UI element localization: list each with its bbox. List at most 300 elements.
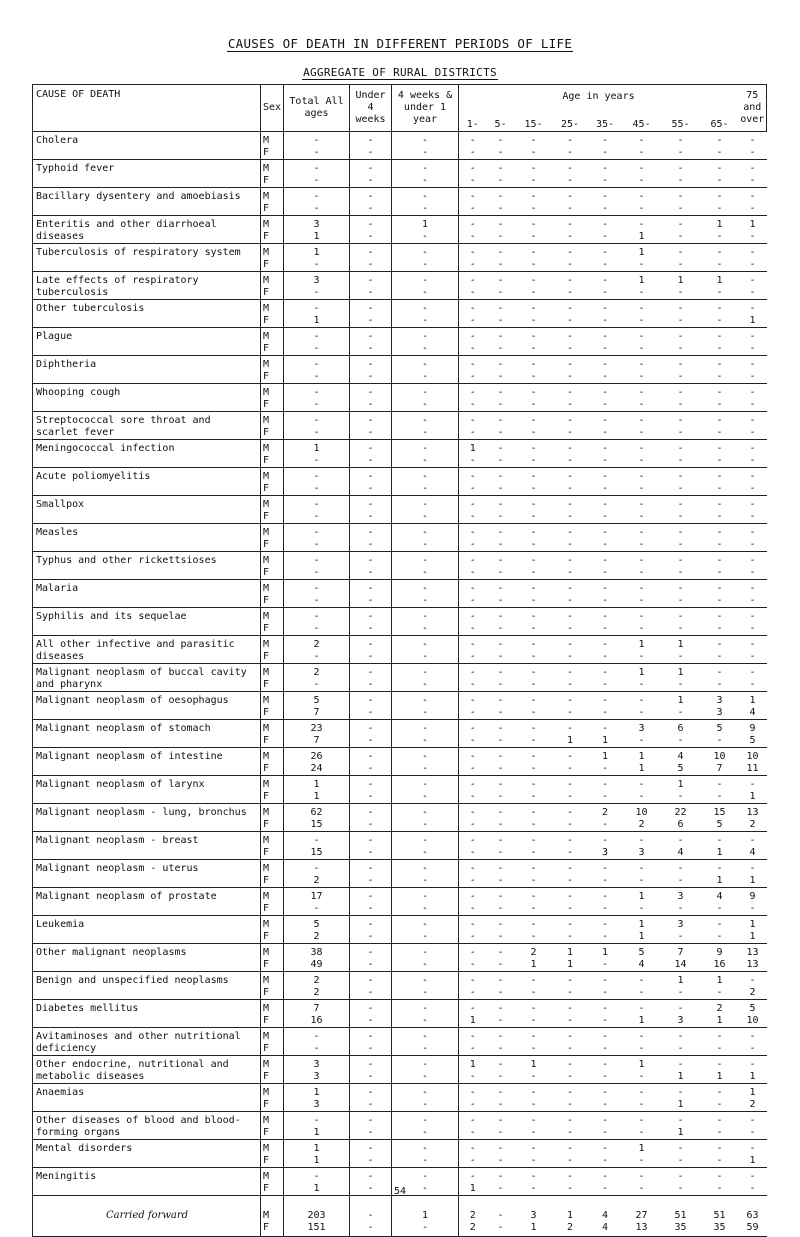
female-value: - xyxy=(367,483,374,494)
female-value: 1 xyxy=(638,1015,645,1026)
female-value: - xyxy=(469,511,476,522)
male-value: 5 xyxy=(313,919,320,930)
male-value: - xyxy=(638,471,645,482)
female-value: - xyxy=(530,399,537,410)
male-value: - xyxy=(530,443,537,454)
female-value: - xyxy=(530,567,537,578)
age-cell xyxy=(515,1140,553,1168)
male-value: - xyxy=(421,611,429,622)
female-value: 1 xyxy=(638,931,645,942)
age-cell xyxy=(515,412,553,440)
female-value: - xyxy=(716,1043,723,1054)
female-value: - xyxy=(530,931,537,942)
cause-label: Cholera xyxy=(36,135,79,146)
header-age-25: Age in years 25- xyxy=(553,85,588,132)
cause-label: Bacillary dysentery and amoebiasis xyxy=(36,191,241,202)
female-value: - xyxy=(566,455,574,466)
sex-cell xyxy=(261,832,284,860)
female-value: - xyxy=(716,175,723,186)
female-value: - xyxy=(677,427,684,438)
age-cell xyxy=(459,216,487,244)
under-1-year-cell xyxy=(392,888,459,916)
age-cell xyxy=(623,300,661,328)
age-cell xyxy=(701,412,739,440)
female-value: - xyxy=(566,1183,574,1194)
male-value: - xyxy=(367,471,374,482)
male-value: - xyxy=(313,583,320,594)
female-value: - xyxy=(601,959,609,970)
female-value: F xyxy=(263,1155,270,1166)
female-value: - xyxy=(530,231,537,242)
female-value: - xyxy=(367,287,374,298)
male-value: - xyxy=(367,135,374,146)
male-value: - xyxy=(421,527,429,538)
female-value: - xyxy=(638,511,645,522)
age-cell xyxy=(623,608,661,636)
male-value: - xyxy=(367,1210,374,1221)
male-value: - xyxy=(677,863,684,874)
male-value: 1 xyxy=(566,1210,574,1221)
female-value: - xyxy=(716,483,723,494)
sex-cell xyxy=(261,412,284,440)
age-cell xyxy=(588,664,623,692)
female-value: F xyxy=(263,1071,270,1082)
male-value: - xyxy=(421,723,429,734)
male-value: - xyxy=(749,275,756,286)
female-value: - xyxy=(421,455,429,466)
female-value: - xyxy=(497,819,504,830)
age-cell xyxy=(661,552,701,580)
male-value: - xyxy=(566,359,574,370)
male-value: - xyxy=(749,1115,756,1126)
male-value: - xyxy=(566,891,574,902)
male-value: - xyxy=(367,807,374,818)
cause-label: Typhoid fever xyxy=(36,163,115,174)
female-value: 4 xyxy=(601,1222,609,1233)
sex-cell xyxy=(261,384,284,412)
female-value: - xyxy=(638,455,645,466)
female-value: - xyxy=(367,595,374,606)
female-value: - xyxy=(677,147,684,158)
female-value: - xyxy=(601,203,609,214)
age-cell xyxy=(487,1140,515,1168)
female-value: - xyxy=(530,651,537,662)
male-value: - xyxy=(421,835,429,846)
age-cell xyxy=(459,384,487,412)
male-value: - xyxy=(601,247,609,258)
male-value: - xyxy=(716,527,723,538)
male-value: - xyxy=(421,695,429,706)
male-value: 5 xyxy=(716,723,723,734)
age-cell xyxy=(553,776,588,804)
female-value: - xyxy=(716,567,723,578)
table-row xyxy=(33,972,767,1000)
page-title: CAUSES OF DEATH IN DIFFERENT PERIODS OF LIFE xyxy=(227,36,573,51)
sex-cell xyxy=(261,1084,284,1112)
male-value: - xyxy=(716,163,723,174)
cause-label: Diphtheria xyxy=(36,359,97,370)
female-value: - xyxy=(497,203,504,214)
male-value: 1 xyxy=(566,947,574,958)
total-cell xyxy=(284,468,350,496)
male-value: - xyxy=(313,611,320,622)
male-value: 13 xyxy=(746,947,759,958)
female-value: - xyxy=(530,1015,537,1026)
sex-cell xyxy=(261,664,284,692)
female-value: - xyxy=(638,567,645,578)
female-value: - xyxy=(469,707,476,718)
age-cell xyxy=(487,524,515,552)
cause-name xyxy=(33,356,261,384)
female-value: - xyxy=(716,595,723,606)
under-4-weeks-cell xyxy=(350,1056,392,1084)
male-value: - xyxy=(367,163,374,174)
total-cell xyxy=(284,552,350,580)
male-value: 3 xyxy=(313,219,320,230)
male-value: - xyxy=(749,1171,756,1182)
female-value: 13 xyxy=(635,1222,648,1233)
age-cell xyxy=(701,776,739,804)
table-row xyxy=(33,1056,767,1084)
male-value: M xyxy=(263,891,270,902)
cause-label: Malignant neoplasm of intestine xyxy=(36,751,223,762)
male-value: - xyxy=(716,443,723,454)
male-value: - xyxy=(601,555,609,566)
age-cell xyxy=(623,888,661,916)
age-cell xyxy=(459,860,487,888)
cause-name xyxy=(33,300,261,328)
male-value: 17 xyxy=(310,891,323,902)
age-cell xyxy=(459,496,487,524)
male-value: M xyxy=(263,1115,270,1126)
male-value: - xyxy=(497,247,504,258)
under-1-year-cell xyxy=(392,1028,459,1056)
age-cell xyxy=(515,356,553,384)
male-value: M xyxy=(263,1171,270,1182)
male-value: - xyxy=(638,191,645,202)
female-value: - xyxy=(313,371,320,382)
total-cell xyxy=(284,272,350,300)
male-value: M xyxy=(263,191,270,202)
table-row xyxy=(33,468,767,496)
female-value: - xyxy=(566,595,574,606)
age-cell xyxy=(553,412,588,440)
female-value: 1 xyxy=(749,1155,756,1166)
under-1-year-cell xyxy=(392,160,459,188)
male-value: - xyxy=(638,611,645,622)
male-value: 5 xyxy=(313,695,320,706)
female-value: - xyxy=(601,175,609,186)
under-4-weeks-cell xyxy=(350,272,392,300)
age-cell xyxy=(487,1000,515,1028)
female-value: - xyxy=(421,651,429,662)
under-1-year-cell xyxy=(392,524,459,552)
age-cell xyxy=(487,804,515,832)
female-value: 24 xyxy=(310,763,323,774)
female-value: 13 xyxy=(746,959,759,970)
age-cell xyxy=(553,1196,588,1237)
male-value: 2 xyxy=(716,1003,723,1014)
male-value: - xyxy=(530,135,537,146)
cause-label: Other endocrine, nutritional and metabolic diseases xyxy=(36,1059,229,1082)
header-age-35: 35- xyxy=(588,85,623,132)
male-value: - xyxy=(601,1115,609,1126)
female-value: - xyxy=(638,595,645,606)
male-value: - xyxy=(601,303,609,314)
male-value: - xyxy=(530,1087,537,1098)
male-value: - xyxy=(716,583,723,594)
female-value: - xyxy=(749,595,756,606)
female-value: - xyxy=(469,455,476,466)
age-cell xyxy=(553,720,588,748)
male-value: M xyxy=(263,611,270,622)
female-value: 1 xyxy=(749,931,756,942)
male-value: - xyxy=(497,1171,504,1182)
female-value: - xyxy=(469,343,476,354)
age-cell xyxy=(623,356,661,384)
male-value: - xyxy=(749,835,756,846)
under-4-weeks-cell xyxy=(350,552,392,580)
female-value: F xyxy=(263,707,270,718)
under-1-year-cell xyxy=(392,972,459,1000)
female-value: - xyxy=(716,315,723,326)
female-value: - xyxy=(530,511,537,522)
age-cell xyxy=(623,384,661,412)
male-value: - xyxy=(677,443,684,454)
age-cell xyxy=(661,244,701,272)
female-value: - xyxy=(638,203,645,214)
male-value: - xyxy=(530,835,537,846)
table-row xyxy=(33,748,767,776)
male-value: - xyxy=(367,303,374,314)
age-cell xyxy=(459,328,487,356)
sex-cell xyxy=(261,300,284,328)
male-value: - xyxy=(367,639,374,650)
male-value: - xyxy=(469,387,476,398)
male-value: - xyxy=(497,1115,504,1126)
cause-label: Malignant neoplasm of oesophagus xyxy=(36,695,229,706)
total-cell xyxy=(284,188,350,216)
female-value: - xyxy=(749,1127,756,1138)
sex-cell xyxy=(261,860,284,888)
male-value: M xyxy=(263,415,270,426)
male-value: M xyxy=(263,863,270,874)
total-cell xyxy=(284,216,350,244)
age-cell xyxy=(661,1084,701,1112)
header-age-55: 55- xyxy=(661,85,701,132)
male-value: 3 xyxy=(716,695,723,706)
female-value: - xyxy=(601,567,609,578)
age-cell xyxy=(588,468,623,496)
female-value: 5 xyxy=(716,819,723,830)
male-value: - xyxy=(716,499,723,510)
age-cell xyxy=(661,440,701,468)
age-cell xyxy=(459,748,487,776)
female-value: - xyxy=(638,483,645,494)
male-value: - xyxy=(367,191,374,202)
age-cell xyxy=(553,440,588,468)
female-value: - xyxy=(601,1099,609,1110)
male-value: - xyxy=(497,387,504,398)
age-cell xyxy=(487,720,515,748)
female-value: F xyxy=(263,651,270,662)
male-value: - xyxy=(566,975,574,986)
age-cell xyxy=(701,552,739,580)
male-value: - xyxy=(530,779,537,790)
female-value: - xyxy=(716,203,723,214)
table-row xyxy=(33,860,767,888)
female-value: F xyxy=(263,1127,270,1138)
male-value: M xyxy=(263,499,270,510)
male-value: - xyxy=(566,611,574,622)
male-value: - xyxy=(469,751,476,762)
male-value: - xyxy=(601,387,609,398)
female-value: - xyxy=(469,427,476,438)
age-cell xyxy=(515,692,553,720)
male-value: - xyxy=(716,331,723,342)
female-value: - xyxy=(421,371,429,382)
female-value: - xyxy=(677,1183,684,1194)
age-cell xyxy=(701,216,739,244)
age-cell xyxy=(623,496,661,524)
male-value: - xyxy=(530,527,537,538)
age-cell xyxy=(701,1000,739,1028)
female-value: - xyxy=(749,287,756,298)
female-value: - xyxy=(749,455,756,466)
table-row xyxy=(33,720,767,748)
male-value: M xyxy=(263,471,270,482)
female-value: - xyxy=(367,791,374,802)
male-value: - xyxy=(469,1171,476,1182)
age-cell xyxy=(623,132,661,160)
male-value: M xyxy=(263,583,270,594)
female-value: - xyxy=(716,455,723,466)
male-value: - xyxy=(749,443,756,454)
male-value: - xyxy=(638,135,645,146)
male-value: - xyxy=(677,499,684,510)
male-value: 1 xyxy=(601,751,609,762)
male-value: - xyxy=(716,471,723,482)
under-4-weeks-cell xyxy=(350,160,392,188)
male-value: - xyxy=(638,863,645,874)
female-value: - xyxy=(367,175,374,186)
male-value: M xyxy=(263,807,270,818)
age-cell xyxy=(701,272,739,300)
cause-name xyxy=(33,384,261,412)
total-cell xyxy=(284,1028,350,1056)
male-value: - xyxy=(749,1143,756,1154)
total-cell xyxy=(284,1196,350,1237)
female-value: - xyxy=(530,175,537,186)
female-value: 2 xyxy=(313,875,320,886)
female-value: - xyxy=(716,651,723,662)
female-value: - xyxy=(566,1015,574,1026)
male-value: 9 xyxy=(749,723,756,734)
age-cell xyxy=(661,776,701,804)
female-value: - xyxy=(497,1222,504,1233)
age-cell xyxy=(623,1084,661,1112)
total-cell xyxy=(284,1056,350,1084)
sex-cell xyxy=(261,1056,284,1084)
male-value: - xyxy=(716,667,723,678)
age-cell xyxy=(739,1140,767,1168)
age-cell xyxy=(701,664,739,692)
female-value: - xyxy=(367,259,374,270)
female-value: 3 xyxy=(601,847,609,858)
male-value: - xyxy=(497,1031,504,1042)
female-value: - xyxy=(313,343,320,354)
female-value: - xyxy=(601,371,609,382)
male-value: - xyxy=(530,667,537,678)
male-value: 3 xyxy=(677,891,684,902)
female-value: 1 xyxy=(716,1071,723,1082)
male-value: - xyxy=(677,163,684,174)
age-cell xyxy=(588,944,623,972)
age-cell xyxy=(487,1084,515,1112)
male-value: - xyxy=(716,863,723,874)
age-cell xyxy=(515,300,553,328)
female-value: - xyxy=(566,791,574,802)
under-4-weeks-cell xyxy=(350,1140,392,1168)
under-4-weeks-cell xyxy=(350,132,392,160)
male-value: 51 xyxy=(713,1210,726,1221)
age-cell xyxy=(459,1140,487,1168)
female-value: 4 xyxy=(749,707,756,718)
table-row xyxy=(33,384,767,412)
female-value: - xyxy=(566,539,574,550)
age-cell xyxy=(623,692,661,720)
female-value: - xyxy=(638,1155,645,1166)
age-cell xyxy=(661,972,701,1000)
female-value: - xyxy=(421,735,429,746)
male-value: - xyxy=(677,135,684,146)
cause-label: Malignant neoplasm of stomach xyxy=(36,723,211,734)
male-value: - xyxy=(421,471,429,482)
age-cell xyxy=(588,524,623,552)
male-value: 1 xyxy=(716,975,723,986)
age-cell xyxy=(701,160,739,188)
sex-cell xyxy=(261,132,284,160)
male-value: - xyxy=(716,779,723,790)
male-value: 1 xyxy=(530,1059,537,1070)
age-cell xyxy=(739,300,767,328)
female-value: - xyxy=(566,315,574,326)
under-1-year-cell xyxy=(392,188,459,216)
total-cell xyxy=(284,720,350,748)
age-cell xyxy=(661,524,701,552)
female-value: - xyxy=(677,707,684,718)
age-cell xyxy=(487,1056,515,1084)
under-1-year-cell xyxy=(392,216,459,244)
female-value: - xyxy=(566,875,574,886)
female-value: - xyxy=(677,567,684,578)
under-1-year-cell xyxy=(392,1196,459,1237)
age-cell xyxy=(739,804,767,832)
male-value: - xyxy=(530,1115,537,1126)
male-value: - xyxy=(469,695,476,706)
female-value: - xyxy=(677,259,684,270)
female-value: - xyxy=(566,203,574,214)
cause-name xyxy=(33,132,261,160)
age-cell xyxy=(487,552,515,580)
female-value: - xyxy=(421,903,429,914)
female-value: 15 xyxy=(310,847,323,858)
female-value: - xyxy=(566,1155,574,1166)
female-value: - xyxy=(469,1071,476,1082)
table-row xyxy=(33,916,767,944)
male-value: - xyxy=(566,247,574,258)
female-value: - xyxy=(566,483,574,494)
